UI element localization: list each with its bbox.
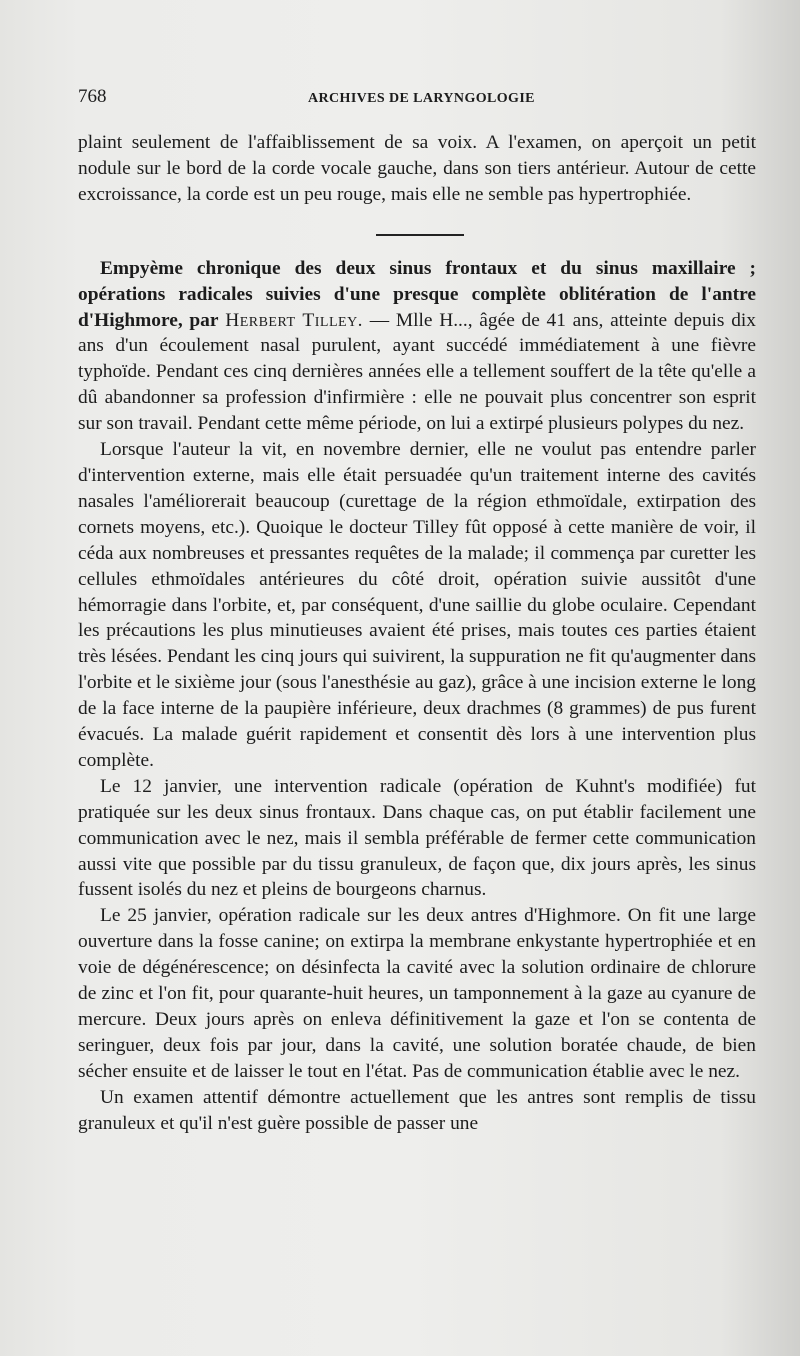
running-head <box>78 86 756 114</box>
section-divider <box>376 234 464 236</box>
body-paragraph: Le 12 janvier, une intervention radicale (opération de Kuhnt's modifiée) fut pratiquée sur les deux sinus frontaux. Dans chaque cas, on put établir facilement une communication avec le nez, mais il sembla préférable de fermer cette communication aussi vite que possible par du tissu granuleux, de façon que, dix jours après, les sinus fussent isolés du nez et pleins de bourgeons charnus. <box>78 775 756 901</box>
article-lead-text: — Mlle H..., âgée de 41 ans, atteinte depuis dix ans d'un écoulement nasal purulent, ayant succédé immédiatement à une fièvre typhoïde. Pendant ces cinq dernières années elle a tellement souffert de la tête qu'elle a dû abandonner sa profession d'infirmière : elle ne pouvait plus concentrer son esprit sur son travail. Pendant cette même période, on lui a extirpé plusieurs polypes du nez. <box>78 309 756 435</box>
body-paragraph: Lorsque l'auteur la vit, en novembre dernier, elle ne voulut pas entendre parler d'intervention externe, mais elle était persuadée qu'un traitement interne des cavités nasales l'améliorerait beaucoup (curettage de la région ethmoïdale, extirpation des cornets moyens, etc.). Quoique le docteur Tilley fût opposé à cette manière de voir, il céda aux nombreuses et pressantes requêtes de la malade; il commença par curetter les cellules ethmoïdales antérieures du côté droit, opération suivie aussitôt d'une hémorragie dans l'orbite, et, par conséquent, d'une saillie du globe oculaire. Cependant les précautions les plus minutieuses avaient été prises, mais toutes ces parties étaient très lésées. Pendant les cinq jours qui suivirent, la suppuration ne fit qu'augmenter dans l'orbite et le sixième jour (sous l'anesthésie au gaz), grâce à une incision externe le long de la face interne de la paupière inférieure, deux drachmes (8 grammes) de pus furent évacués. La malade guérit rapidement et consentit dès lors à une intervention plus complète. <box>78 439 756 771</box>
body-paragraph: Le 25 janvier, opération radicale sur les deux antres d'Highmore. On fit une large ouverture dans la fosse canine; on extirpa la membrane enkystante hypertrophiée et en voie de dégénérescence; on désinfecta la cavité avec la solution ordinaire de chlorure de zinc et l'on fit, pour quarante-huit heures, un tamponnement à la gaze au cyanure de mercure. Deux jours après on enleva définitivement la gaze et l'on se contenta de seringuer, deux fois par jour, dans la cavité, une solution boratée chaude, de bien sécher ensuite et de laisser le tout en l'état. Pas de communication établie avec le nez. <box>78 905 756 1082</box>
body-paragraph: Un examen attentif démontre actuellement que les antres sont remplis de tissu granuleux et qu'il n'est guère possible de passer une <box>78 1086 756 1134</box>
article-author: Herbert Tilley. <box>225 309 364 331</box>
journal-title: ARCHIVES DE LARYNGOLOGIE <box>308 91 535 106</box>
article-title: Empyème chronique des deux sinus frontaux et du sinus maxillaire ; opérations radicales suivies d'une presque complète oblitération de l'antre d'Highmore, par <box>78 257 756 331</box>
article-lead-paragraph <box>78 256 756 437</box>
page-number: 768 <box>78 86 107 107</box>
intro-paragraph: plaint seulement de l'affaiblissement de sa voix. A l'examen, on aperçoit un petit nodule sur le bord de la corde vocale gauche, dans son tiers antérieur. Autour de cette excroissance, la corde est un peu rouge, mais elle ne semble pas hypertrophiée. <box>78 132 756 205</box>
